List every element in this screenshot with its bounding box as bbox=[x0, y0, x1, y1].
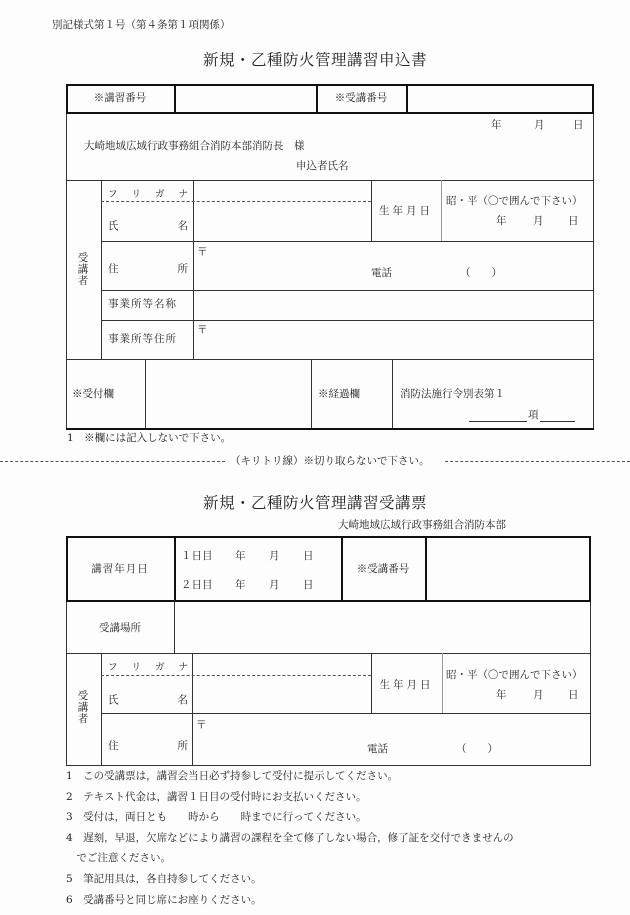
ticket-phone-field[interactable]: （ ） bbox=[456, 743, 498, 755]
ticket-issuer: 大崎地域広域行政事務組合消防本部 bbox=[338, 519, 506, 531]
ticket-note-1: 1 この受講票は，講習会当日必ず持参して受付に提示してください。 bbox=[66, 770, 399, 782]
ticket-note-6: 6 受講番号と同じ席にお座りください。 bbox=[66, 894, 262, 906]
ticket-note-4-cont: でご注意ください。 bbox=[66, 852, 171, 864]
ticket-birth-year: 年 bbox=[496, 689, 507, 701]
lecture-date-label: 講習年月日 bbox=[91, 563, 149, 575]
progress-label: ※経過欄 bbox=[318, 388, 360, 400]
postal-mark: 〒 bbox=[197, 246, 208, 258]
ticket-note-4: 4 遅刻，早退，欠席などにより講習の課程を全て修了しない場合，修了証を交付できませんの bbox=[66, 832, 514, 844]
application-note: 1 ※欄には記入しないで下さい。 bbox=[67, 432, 232, 444]
office-address-label: 事業所等住所 bbox=[108, 333, 177, 345]
attendee-label: 受講者 bbox=[76, 252, 89, 287]
ticket-postal-mark: 〒 bbox=[196, 719, 207, 731]
day2-label: ２日目 bbox=[181, 579, 213, 591]
ticket-birthdate-label: 生年月日 bbox=[379, 679, 434, 691]
reception-label: ※受付欄 bbox=[72, 388, 114, 400]
lecture-number-label: ※講習番号 bbox=[93, 92, 147, 104]
date-month: 月 bbox=[534, 119, 545, 131]
law-reference: 消防法施行令別表第１ bbox=[400, 388, 505, 400]
day1-label: １日目 bbox=[181, 550, 213, 562]
ticket-furigana-field[interactable] bbox=[194, 655, 369, 673]
office-postal-mark: 〒 bbox=[197, 324, 208, 336]
phone-label: 電話 bbox=[371, 267, 392, 279]
phone-field[interactable]: （ ） bbox=[460, 267, 502, 279]
birth-month: 月 bbox=[533, 215, 544, 227]
application-title: 新規・乙種防火管理講習申込書 bbox=[202, 51, 427, 69]
form-reference: 別記様式第１号（第４条第１項関係） bbox=[52, 19, 231, 31]
ticket-address-label: 住 所 bbox=[108, 740, 188, 752]
ticket-birth-day: 日 bbox=[568, 689, 579, 701]
era-note[interactable]: 昭・平（〇で囲んで下さい） bbox=[446, 195, 583, 207]
birth-year: 年 bbox=[496, 215, 507, 227]
addressee: 大崎地域広域行政事務組合消防本部消防長 様 bbox=[84, 140, 305, 152]
birth-day: 日 bbox=[568, 215, 579, 227]
cut-line-label: （キリトリ線）※切り取らないで下さい。 bbox=[230, 455, 430, 467]
day1-day: 日 bbox=[303, 550, 314, 562]
ticket-name-label: 氏 名 bbox=[108, 694, 188, 706]
ticket-note-2: 2 テキスト代金は，講習１日目の受付時にお支払いください。 bbox=[66, 791, 367, 803]
venue-field[interactable] bbox=[176, 602, 588, 652]
ticket-attendee-label: 受講者 bbox=[76, 690, 89, 725]
ticket-address-field[interactable] bbox=[210, 716, 588, 763]
day1-year: 年 bbox=[235, 550, 246, 562]
ticket-era-note[interactable]: 昭・平（〇で囲んで下さい） bbox=[446, 669, 583, 681]
furigana-label: フ リ ガ ナ bbox=[108, 189, 188, 200]
day1-month: 月 bbox=[269, 550, 280, 562]
venue-label: 受講場所 bbox=[99, 622, 141, 634]
ticket-note-3: 3 受付は，両日とも 時から 時までに行ってください。 bbox=[66, 811, 367, 823]
applicant-name-label: 申込者氏名 bbox=[296, 160, 349, 172]
ticket-receipt-number-field[interactable] bbox=[427, 538, 588, 599]
birthdate-label: 生年月日 bbox=[379, 205, 433, 217]
ticket-name-field[interactable] bbox=[194, 677, 369, 712]
item-suffix: 項 bbox=[528, 409, 539, 421]
day2-day: 日 bbox=[303, 579, 314, 591]
ticket-birth-month: 月 bbox=[533, 689, 544, 701]
ticket-receipt-number-label: ※受講番号 bbox=[356, 563, 410, 575]
date-day: 日 bbox=[573, 119, 584, 131]
day2-month: 月 bbox=[269, 579, 280, 591]
ticket-phone-label: 電話 bbox=[367, 743, 388, 755]
address-label: 住 所 bbox=[108, 263, 188, 275]
ticket-furigana-label: フ リ ガ ナ bbox=[108, 662, 188, 673]
day2-year: 年 bbox=[235, 579, 246, 591]
ticket-note-5: 5 筆記用具は，各自持参してください。 bbox=[66, 873, 262, 885]
ticket-title: 新規・乙種防火管理講習受講票 bbox=[202, 494, 427, 512]
receipt-number-label: ※受講番号 bbox=[334, 92, 388, 104]
date-year: 年 bbox=[491, 119, 502, 131]
office-name-label: 事業所等名称 bbox=[108, 298, 177, 310]
name-label: 氏 名 bbox=[108, 220, 188, 232]
